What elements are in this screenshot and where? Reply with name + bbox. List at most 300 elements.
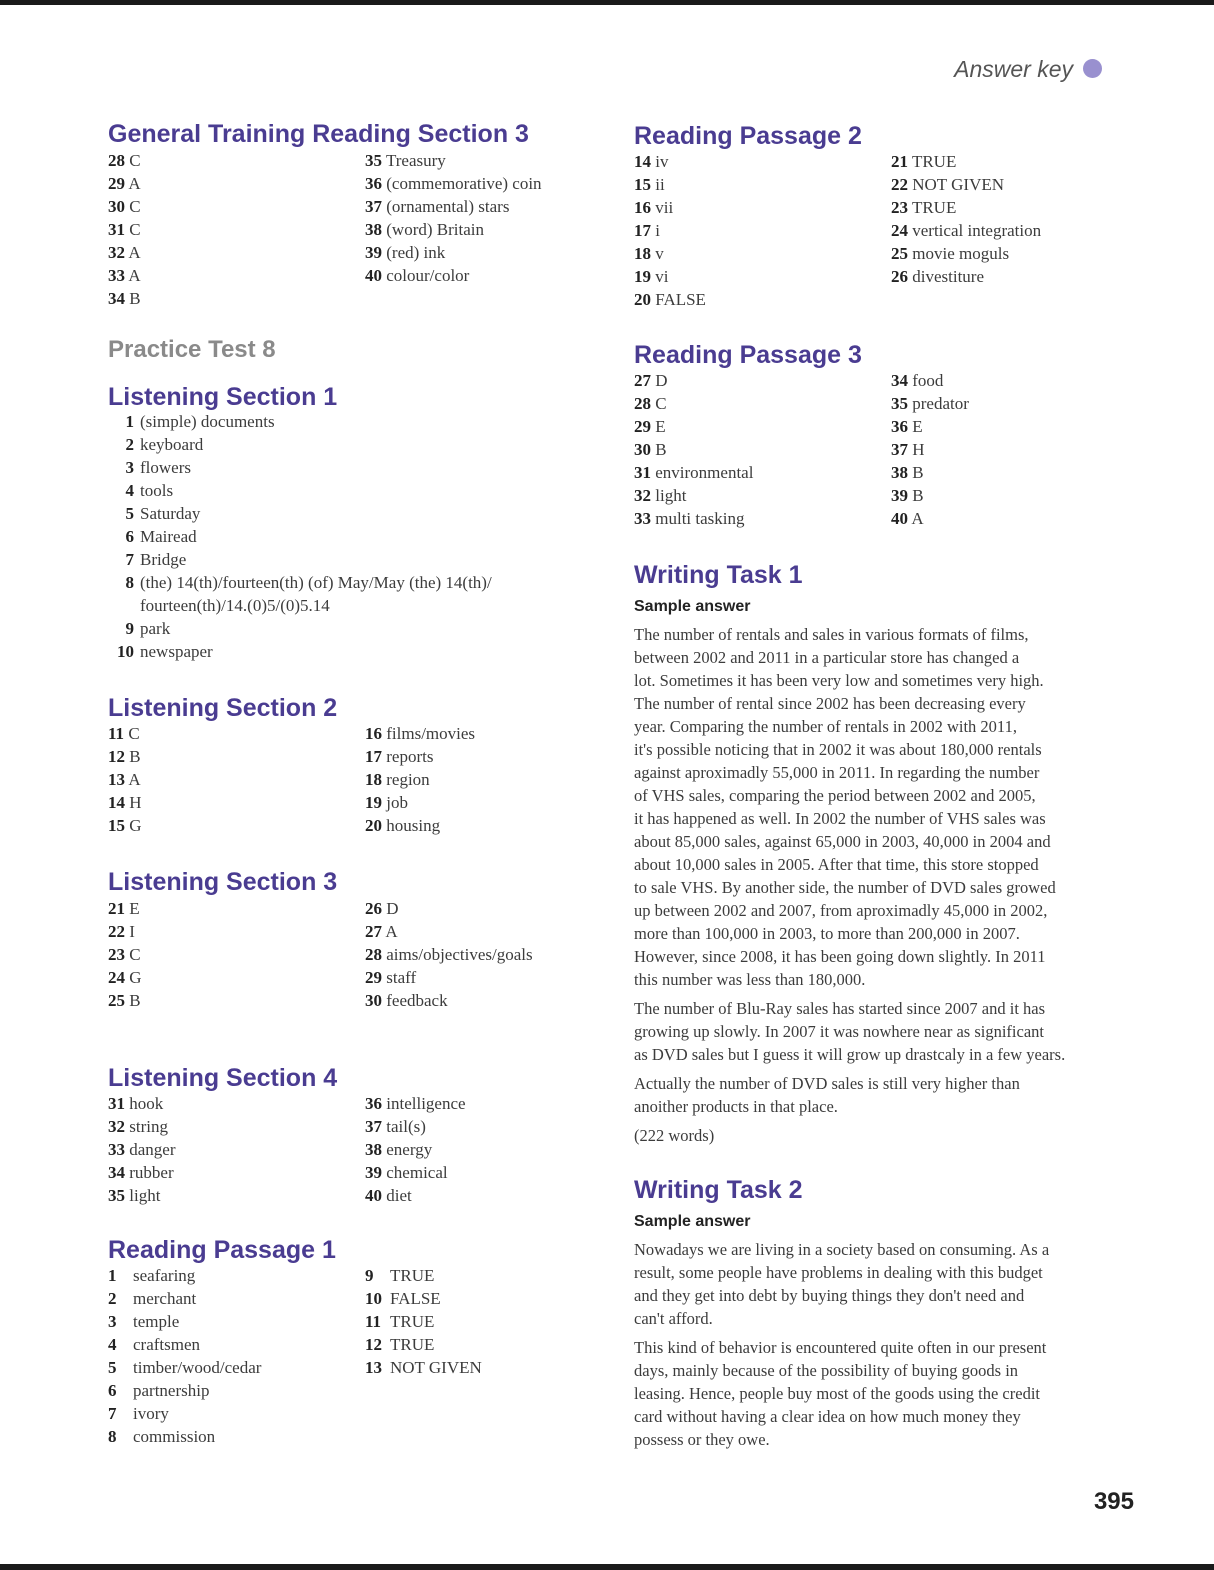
answer-text: films/movies [386,724,476,743]
answer-text: B [129,747,141,766]
question-number: 10 [365,1289,382,1308]
answer-text: light [655,486,687,505]
text-line: about 85,000 sales, against 65,000 in 2003, 40,000 in 2004 and [634,832,1051,851]
answer-item [108,548,492,571]
question-number: 15 [108,816,125,835]
answer-text: aims/objectives/goals [386,945,533,964]
answer-item [108,1092,176,1115]
answer-text: E [912,417,923,436]
question-number: 13 [365,1358,382,1377]
question-number: 16 [365,724,382,743]
answer-text: Treasury [385,151,446,170]
answer-item [108,1138,176,1161]
answer-text: D [655,371,668,390]
answer-text: i [655,221,660,240]
answer-item [634,484,753,507]
answer-item [108,410,492,433]
answer-text: A [128,266,141,285]
answer-text: rubber [129,1163,174,1182]
answer-item [108,745,142,768]
text-line: as DVD sales but I guess it will grow up drastcaly in a few years. [634,1045,1066,1064]
answer-item [634,196,706,219]
running-header [954,56,1102,83]
answer-text: ii [655,175,665,194]
answer-item [365,1184,466,1207]
running-title: Answer key [954,56,1073,82]
answer-text: vertical integration [912,221,1042,240]
answer-text: temple [133,1312,180,1331]
section-title: Listening Section 1 [108,383,338,411]
answer-text: TRUE [390,1335,435,1354]
question-number: 28 [108,151,125,170]
text-line: possess or they owe. [634,1430,770,1449]
answer-text: C [129,197,141,216]
question-number: 5 [125,504,134,523]
answer-item [108,814,142,837]
answer-text: park [140,619,171,638]
text-line: The number of rental since 2002 has been decreasing every [634,694,1026,713]
answer-item [108,1287,261,1310]
answer-item [365,1138,466,1161]
answer-item [108,966,142,989]
answer-text: B [912,486,924,505]
text-line: against aproximadly 55,000 in 2011. In regarding the number [634,763,1040,782]
answer-text: food [912,371,944,390]
answer-text: A [128,770,141,789]
answer-column [108,410,492,663]
question-number: 21 [891,152,908,171]
answer-item [365,966,533,989]
answer-text: tools [140,481,174,500]
answer-item [365,264,542,287]
answer-item [108,241,141,264]
answer-text: FALSE [390,1289,441,1308]
answer-item [108,1379,261,1402]
word-count: (222 words) [634,1126,715,1145]
question-number: 24 [891,221,908,240]
answer-text: energy [386,1140,433,1159]
answer-item [634,369,753,392]
text-line: about 10,000 sales in 2005. After that time, this store stopped [634,855,1039,874]
answer-text: NOT GIVEN [912,175,1005,194]
question-number: 3 [125,458,134,477]
answer-item [891,219,1041,242]
section-rp2 [634,122,862,150]
answer-item [365,791,475,814]
question-number: 31 [634,463,651,482]
answer-text: chemical [386,1163,448,1182]
question-number: 18 [365,770,382,789]
answer-text: craftsmen [133,1335,201,1354]
answer-text: TRUE [390,1312,435,1331]
answer-item [365,897,533,920]
answer-text: (the) 14(th)/fourteen(th) (of) May/May (the) 14(th)/ [140,573,492,592]
answer-column [634,369,753,530]
answer-item [634,507,753,530]
question-number: 19 [365,793,382,812]
question-number: 8 [125,573,134,592]
answer-text: TRUE [911,152,957,171]
section-ls1 [108,383,337,411]
answer-column [108,149,141,310]
answer-text: movie moguls [912,244,1010,263]
text-line: more than 100,000 in 2003, to more than 200,000 in 2007. [634,924,1020,943]
question-number: 29 [365,968,382,987]
answer-item [365,1161,466,1184]
section-rp1 [108,1236,336,1264]
answer-item [634,150,706,173]
answer-text: A [128,174,141,193]
answer-text: B [129,289,141,308]
bullet-dot-icon [1083,59,1102,78]
answer-text: environmental [655,463,754,482]
answer-item [891,242,1041,265]
answer-text: (commemorative) coin [386,174,542,193]
answer-item [365,1092,466,1115]
section-wt1 [634,561,1144,1147]
text-line: This kind of behavior is encountered quite often in our present [634,1338,1047,1357]
section-title: Listening Section 4 [108,1064,338,1092]
answer-text: A [128,243,141,262]
text-line: this number was less than 180,000. [634,970,866,989]
section-title: Listening Section 2 [108,694,338,722]
answer-item [108,456,492,479]
sample-answer-label: Sample answer [634,598,751,615]
question-number: 36 [365,1094,382,1113]
answer-item [634,288,706,311]
question-number: 4 [108,1335,117,1354]
answer-item [634,219,706,242]
answer-text: flowers [140,458,191,477]
question-number: 36 [891,417,908,436]
answer-item [891,415,969,438]
question-number: 1 [125,412,134,431]
section-ls3 [108,868,337,896]
answer-column [891,150,1041,288]
question-number: 12 [365,1335,382,1354]
question-number: 23 [108,945,125,964]
question-number: 4 [125,481,134,500]
question-number: 35 [108,1186,125,1205]
answer-text: v [655,244,664,263]
answer-item [108,1184,176,1207]
answer-item [108,1402,261,1425]
answer-text: ivory [133,1404,169,1423]
question-number: 6 [125,527,134,546]
question-number: 12 [108,747,125,766]
answer-text: NOT GIVEN [390,1358,482,1377]
answer-item [634,461,753,484]
question-number: 14 [634,152,651,171]
answer-text: divestiture [912,267,985,286]
answer-text: E [655,417,666,436]
paragraph [634,1238,1144,1330]
question-number: 14 [108,793,125,812]
top-border [0,0,1214,5]
answer-item [891,173,1041,196]
answer-column [365,1264,482,1379]
section-rp3 [634,341,862,369]
section-ls2 [108,694,337,722]
answer-item [108,1425,261,1448]
question-number: 28 [365,945,382,964]
answer-text: merchant [133,1289,197,1308]
answer-item [634,173,706,196]
section-title: Reading Passage 1 [108,1236,336,1264]
question-number: 25 [108,991,125,1010]
answer-column [108,897,142,1012]
answer-text: light [129,1186,161,1205]
answer-item [891,196,1041,219]
text-line: and they get into debt by buying things they don't need and [634,1286,1025,1305]
answer-item [891,392,969,415]
question-number: 37 [365,197,382,216]
answer-text: multi tasking [655,509,745,528]
text-line: it's possible noticing that in 2002 it was about 180,000 rentals [634,740,1042,759]
answer-item [365,768,475,791]
answer-text: H [912,440,925,459]
answer-text: string [129,1117,168,1136]
answer-item [891,461,969,484]
answer-text: feedback [386,991,448,1010]
answer-item [365,1356,482,1379]
question-number: 31 [108,1094,125,1113]
question-number: 3 [108,1312,117,1331]
answer-text: G [129,968,142,987]
paragraph [634,997,1144,1066]
answer-item [108,1264,261,1287]
text-line: Nowadays we are living in a society based on consuming. As a [634,1240,1050,1259]
question-number: 32 [108,1117,125,1136]
answer-text: staff [386,968,417,987]
text-line: of VHS sales, comparing the period between 2002 and 2005, [634,786,1036,805]
answer-item [108,640,492,663]
page-number: 395 [1093,1488,1134,1515]
question-number: 28 [634,394,651,413]
question-number: 23 [891,198,908,217]
answer-item [108,525,492,548]
answer-text: newspaper [140,642,213,661]
question-number: 17 [634,221,651,240]
answer-item [365,1115,466,1138]
text-line: The number of Blu-Ray sales has started since 2007 and it has [634,999,1046,1018]
question-number: 34 [108,289,125,308]
question-number: 30 [634,440,651,459]
question-number: 35 [891,394,908,413]
question-number: 34 [108,1163,125,1182]
answer-item [365,989,533,1012]
question-number: 33 [108,1140,125,1159]
question-number: 30 [108,197,125,216]
question-number: 6 [108,1381,117,1400]
answer-item [365,1287,482,1310]
bottom-border [0,1564,1214,1570]
answer-text: seafaring [133,1266,196,1285]
question-number: 34 [891,371,908,390]
text-line: between 2002 and 2011 in a particular store has changed a [634,648,1020,667]
answer-item [365,172,542,195]
question-number: 39 [365,243,382,262]
answer-column [365,149,542,287]
question-number: 20 [365,816,382,835]
text-line: growing up slowly. In 2007 it was nowhere near as significant [634,1022,1044,1041]
answer-item [108,502,492,525]
answer-text: Bridge [140,550,187,569]
answer-item [108,1333,261,1356]
answer-text: reports [386,747,434,766]
answer-text: (ornamental) stars [386,197,510,216]
section-title: Listening Section 3 [108,868,338,896]
answer-item [891,150,1041,173]
question-number: 32 [108,243,125,262]
answer-item [634,265,706,288]
question-number: 9 [125,619,134,638]
answer-item [365,814,475,837]
answer-column [108,1264,261,1448]
answer-item [108,264,141,287]
question-number: 39 [365,1163,382,1182]
answer-item [108,722,142,745]
answer-text: G [129,816,142,835]
section-title: Reading Passage 3 [634,341,862,369]
answer-text: C [129,945,141,964]
answer-item [365,745,475,768]
question-number: 30 [365,991,382,1010]
answer-text: tail(s) [386,1117,426,1136]
answer-item [365,241,542,264]
answer-text: Mairead [140,527,197,546]
practice-test-title: Practice Test 8 [108,336,276,363]
answer-text: intelligence [386,1094,466,1113]
answer-item [108,433,492,456]
answer-text: (word) Britain [386,220,484,239]
answer-text: region [386,770,430,789]
answer-text: E [129,899,140,918]
answer-text: vii [655,198,674,217]
answer-item [108,287,141,310]
question-number: 27 [365,922,382,941]
answer-text: hook [129,1094,164,1113]
question-number: 27 [634,371,651,390]
text-line: leasing. Hence, people buy most of the goods using the credit [634,1384,1040,1403]
question-number: 38 [365,220,382,239]
answer-text: vi [655,267,669,286]
question-number: 10 [117,642,134,661]
answer-item [891,484,969,507]
section-wt2 [634,1176,1144,1451]
question-number: 22 [108,922,125,941]
question-number: 26 [365,899,382,918]
answer-text: C [128,724,140,743]
answer-text: A [911,509,924,528]
answer-text: predator [912,394,969,413]
question-number: 38 [365,1140,382,1159]
text-line: lot. Sometimes it has been very low and sometimes very high. [634,671,1044,690]
answer-item [365,149,542,172]
paragraph [634,1336,1144,1451]
text-line: to sale VHS. By another side, the number of DVD sales growed [634,878,1056,897]
answer-column [365,722,475,837]
answer-item [108,1356,261,1379]
text-line: Actually the number of DVD sales is still very higher than [634,1074,1020,1093]
section-ls4 [108,1064,337,1092]
section-gtr3 [108,120,529,148]
answer-text: iv [655,152,669,171]
practice-test-heading [108,336,276,364]
answer-item [365,195,542,218]
text-line: days, mainly because of the possibility of buying goods in [634,1361,1019,1380]
answer-text: Saturday [140,504,201,523]
question-number: 29 [108,174,125,193]
question-number: 39 [891,486,908,505]
answer-item [365,218,542,241]
question-number: 25 [891,244,908,263]
answer-column [108,1092,176,1207]
answer-column [634,150,706,311]
answer-item [108,989,142,1012]
question-number: 8 [108,1427,117,1446]
answer-item [365,722,475,745]
answer-item [891,369,969,392]
answer-item [108,172,141,195]
answer-text: B [129,991,141,1010]
question-number: 15 [634,175,651,194]
answer-item [365,1310,482,1333]
question-number: 19 [634,267,651,286]
question-number: 21 [108,899,125,918]
answer-item [108,920,142,943]
question-number: 35 [365,151,382,170]
text-line: However, since 2008, it has been going down slightly. In 2011 [634,947,1046,966]
text-line: it has happened as well. In 2002 the number of VHS sales was [634,809,1046,828]
question-number: 7 [108,1404,117,1423]
answer-item [108,897,142,920]
answer-item [634,415,753,438]
paragraph [634,623,1144,991]
answer-text: FALSE [655,290,706,309]
text-line: up between 2002 and 2007, from aproximadly 45,000 in 2002, [634,901,1048,920]
question-number: 11 [365,1312,382,1331]
section-title: Writing Task 1 [634,561,803,589]
answer-item [891,507,969,530]
question-number: 37 [365,1117,382,1136]
answer-item [108,943,142,966]
answer-text: TRUE [911,198,957,217]
question-number: 18 [634,244,651,263]
answer-text: danger [129,1140,176,1159]
answer-item [891,438,969,461]
answer-column [891,369,969,530]
question-number: 38 [891,463,908,482]
question-number: 31 [108,220,125,239]
text-line: card without having a clear idea on how much money they [634,1407,1021,1426]
question-number: 2 [108,1289,117,1308]
answer-item [891,265,1041,288]
answer-item [108,617,492,640]
answer-item [108,195,141,218]
question-number: 40 [891,509,908,528]
question-number: 26 [891,267,908,286]
question-number: 40 [365,1186,382,1205]
answer-column [365,897,533,1012]
answer-item [634,242,706,265]
answer-item [365,943,533,966]
answer-text: colour/color [386,266,470,285]
answer-item [108,1161,176,1184]
answer-item [365,920,533,943]
paragraph [634,1072,1144,1118]
answer-text: diet [386,1186,412,1205]
